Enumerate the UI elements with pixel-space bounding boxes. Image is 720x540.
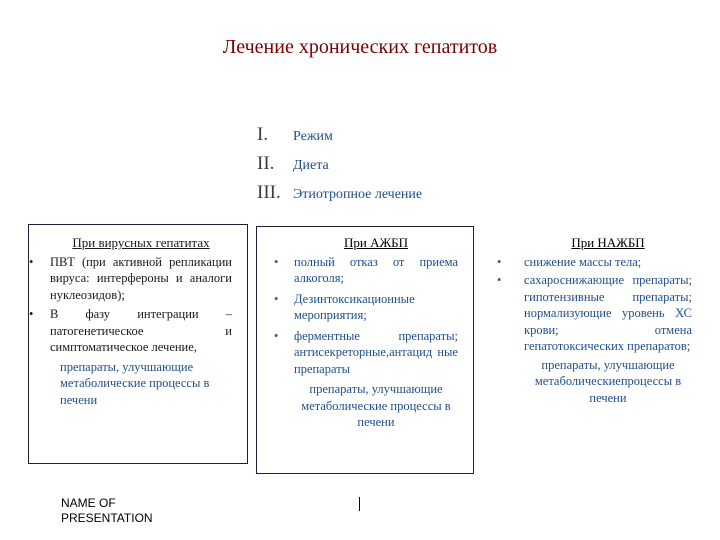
nazhbp-note: препараты, улучшающие метаболическиепроцессы в печени (534, 357, 682, 405)
list-item-text: В фазу интеграции – патогенетическое и симптоматическое лечение, (50, 307, 232, 354)
plan-item-number: II. (257, 153, 275, 174)
list-item (497, 254, 692, 271)
nazhbp-heading: При НАЖБП (571, 235, 645, 250)
azhbp-column (274, 235, 458, 431)
list-item-text: снижение массы тела; (524, 254, 642, 269)
plan-item (257, 182, 422, 211)
list-item (29, 306, 232, 356)
viral-hepatitis-heading: При вирусных гепатитах (72, 235, 210, 250)
list-item-text: ферментные препараты; антисекреторные,антацид ные препараты (294, 328, 458, 376)
bullet-icon: • (274, 291, 279, 306)
plan-item-text: Этиотропное лечение (293, 187, 423, 202)
bullet-icon: • (497, 254, 502, 269)
nazhbp-column (497, 235, 692, 406)
list-item (274, 254, 458, 287)
treatment-plan-list (257, 124, 422, 211)
list-item (274, 291, 458, 324)
bullet-icon: • (29, 254, 34, 269)
list-item (29, 254, 232, 304)
list-item (274, 328, 458, 378)
bullet-icon: • (274, 254, 279, 269)
plan-item-text: Диета (293, 158, 329, 173)
slide-title: Лечение хронических гепатитов (222, 36, 498, 58)
plan-item-number: I. (257, 124, 269, 145)
list-item-text: сахароснижающие препараты; гипотензивные препараты; нормализующие уровень ХС крови; отмена гепатотоксических препаратов; (524, 273, 692, 353)
plan-item (257, 153, 422, 182)
viral-note: препараты, улучшающие метаболические процессы в печени (60, 359, 210, 407)
text-cursor (359, 497, 360, 511)
bullet-icon: • (497, 273, 502, 287)
bullet-icon: • (274, 328, 279, 343)
azhbp-heading: При АЖБП (344, 235, 408, 250)
viral-hepatitis-column (29, 235, 232, 408)
list-item-text: Дезинтоксикационные мероприятия; (294, 291, 415, 322)
list-item-text: полный отказ от приема алкоголя; (294, 254, 458, 285)
list-item-text: ПВТ (при активной репликации вируса: интерфероны и аналоги нуклеозидов); (50, 254, 232, 302)
plan-item-text: Режим (293, 129, 333, 144)
list-item (497, 272, 692, 355)
azhbp-note: препараты, улучшающие метаболические процессы в печени (301, 382, 451, 429)
presentation-name-footer: NAME OF PRESENTATION (61, 496, 153, 525)
plan-item (257, 124, 422, 153)
plan-item-number: III. (257, 182, 281, 203)
bullet-icon: • (29, 307, 34, 321)
